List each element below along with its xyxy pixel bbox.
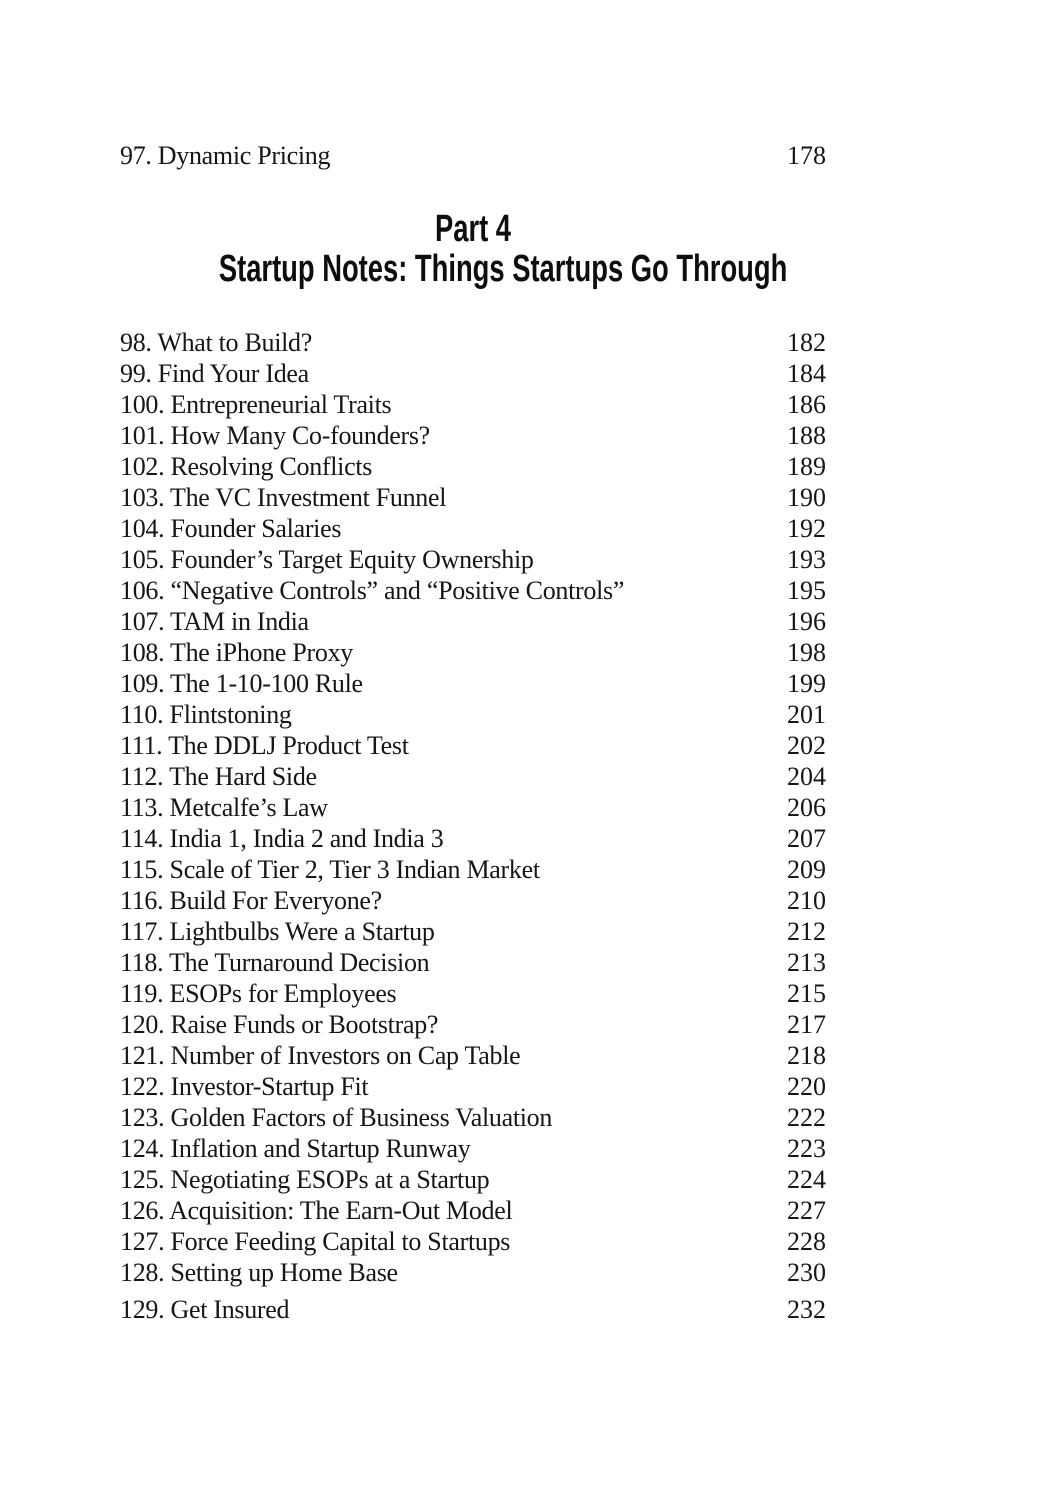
toc-entry — [120, 854, 826, 885]
toc-entry-title: 123. Golden Factors of Business Valuation — [120, 1103, 553, 1132]
toc-entry — [120, 1257, 826, 1288]
toc-list — [120, 327, 826, 1325]
part-title: Startup Notes: Things Startups Go Through — [218, 248, 788, 290]
toc-entry — [120, 451, 826, 482]
toc-entry-title: 110. Flintstoning — [120, 700, 292, 729]
toc-entry-title: 115. Scale of Tier 2, Tier 3 Indian Market — [120, 855, 540, 884]
toc-entry-page: 210 — [787, 886, 826, 915]
toc-entry-title: 99. Find Your Idea — [120, 359, 309, 388]
toc-entry — [120, 1226, 826, 1257]
toc-entry-title: 101. How Many Co-founders? — [120, 421, 430, 450]
toc-entry-title: 111. The DDLJ Product Test — [120, 731, 409, 760]
toc-entry-page: 206 — [787, 793, 826, 822]
toc-entry-page: 230 — [787, 1258, 826, 1287]
toc-entry-title: 125. Negotiating ESOPs at a Startup — [120, 1165, 490, 1194]
toc-entry-title: 126. Acquisition: The Earn-Out Model — [120, 1196, 513, 1225]
toc-entry-page: 188 — [787, 421, 826, 450]
toc-entry — [120, 668, 826, 699]
toc-entry — [120, 1195, 826, 1226]
toc-entry-page: 190 — [787, 483, 826, 512]
toc-entry-page: 195 — [787, 576, 826, 605]
toc-entry — [120, 420, 826, 451]
toc-entry-title: 122. Investor-Startup Fit — [120, 1072, 369, 1101]
toc-entry — [120, 823, 826, 854]
toc-entry-title: 104. Founder Salaries — [120, 514, 342, 543]
toc-entry-title: 109. The 1-10-100 Rule — [120, 669, 363, 698]
toc-content — [120, 0, 826, 1325]
toc-entry-page: 189 — [787, 452, 826, 481]
toc-entry-page: 182 — [787, 328, 826, 357]
toc-entry-title: 114. India 1, India 2 and India 3 — [120, 824, 444, 853]
toc-entry — [120, 916, 826, 947]
toc-entry-page: 212 — [787, 917, 826, 946]
toc-entry — [120, 978, 826, 1009]
toc-entry-title: 113. Metcalfe’s Law — [120, 793, 328, 822]
toc-entry-title: 107. TAM in India — [120, 607, 309, 636]
toc-entry-page: 204 — [787, 762, 826, 791]
toc-entry-page: 223 — [787, 1134, 826, 1163]
toc-entry-page: 217 — [787, 1010, 826, 1039]
toc-entry-page: 199 — [787, 669, 826, 698]
toc-entry-page: 202 — [787, 731, 826, 760]
toc-entry — [120, 482, 826, 513]
toc-entry — [120, 761, 826, 792]
toc-entry — [120, 1164, 826, 1195]
toc-entry-title: 120. Raise Funds or Bootstrap? — [120, 1010, 439, 1039]
toc-entry-title: 100. Entrepreneurial Traits — [120, 390, 392, 419]
toc-entry-title: 103. The VC Investment Funnel — [120, 483, 447, 512]
toc-entry-title: 102. Resolving Conflicts — [120, 452, 373, 481]
toc-entry-page: 184 — [787, 359, 826, 388]
toc-entry-title: 112. The Hard Side — [120, 762, 317, 791]
toc-entry-page: 222 — [787, 1103, 826, 1132]
toc-entry-page: 186 — [787, 390, 826, 419]
toc-entry-page: 196 — [787, 607, 826, 636]
toc-entry-title: 105. Founder’s Target Equity Ownership — [120, 545, 534, 574]
toc-entry-page: 193 — [787, 545, 826, 574]
toc-entry — [120, 1071, 826, 1102]
toc-entry-title: 116. Build For Everyone? — [120, 886, 382, 915]
toc-entry — [120, 327, 826, 358]
toc-entry-page: 228 — [787, 1227, 826, 1256]
toc-entry-page: 224 — [787, 1165, 826, 1194]
part-kicker: Part 4 — [434, 208, 512, 250]
toc-entry-title: 98. What to Build? — [120, 328, 312, 357]
toc-entry-title: 117. Lightbulbs Were a Startup — [120, 917, 435, 946]
toc-entry-title: 129. Get Insured — [120, 1295, 290, 1324]
toc-entry — [120, 637, 826, 668]
toc-entry-title: 128. Setting up Home Base — [120, 1258, 398, 1287]
toc-entry-page: 209 — [787, 855, 826, 884]
toc-entry — [120, 389, 826, 420]
toc-entry — [120, 544, 826, 575]
toc-entry-page: 201 — [787, 700, 826, 729]
toc-entry-title: 118. The Turnaround Decision — [120, 948, 430, 977]
toc-entry — [120, 792, 826, 823]
toc-entry — [120, 1294, 826, 1325]
toc-entry — [120, 947, 826, 978]
part-heading — [120, 209, 826, 289]
toc-entry — [120, 606, 826, 637]
toc-entry-title: 119. ESOPs for Employees — [120, 979, 397, 1008]
toc-entry — [120, 1133, 826, 1164]
toc-entry-page: 207 — [787, 824, 826, 853]
toc-entry — [120, 1009, 826, 1040]
toc-entry-title: 121. Number of Investors on Cap Table — [120, 1041, 521, 1070]
toc-entry-title: 108. The iPhone Proxy — [120, 638, 353, 667]
toc-entry-title: 97. Dynamic Pricing — [120, 141, 331, 170]
toc-entry-title: 127. Force Feeding Capital to Startups — [120, 1227, 511, 1256]
toc-entry — [120, 513, 826, 544]
toc-entry-page: 218 — [787, 1041, 826, 1070]
toc-entry-page: 220 — [787, 1072, 826, 1101]
toc-entry-page: 215 — [787, 979, 826, 1008]
toc-entry — [120, 1102, 826, 1133]
toc-entry-page: 232 — [787, 1295, 826, 1324]
toc-entry — [120, 885, 826, 916]
toc-entry — [120, 1040, 826, 1071]
toc-entry — [120, 730, 826, 761]
toc-entry-page: 213 — [787, 948, 826, 977]
toc-entry — [120, 140, 826, 171]
toc-entry-page: 192 — [787, 514, 826, 543]
toc-entry-title: 124. Inflation and Startup Runway — [120, 1134, 471, 1163]
toc-entry — [120, 699, 826, 730]
toc-entry-page: 198 — [787, 638, 826, 667]
toc-entry — [120, 358, 826, 389]
toc-entry-page: 227 — [787, 1196, 826, 1225]
toc-entry — [120, 575, 826, 606]
toc-entry-title: 106. “Negative Controls” and “Positive Controls” — [120, 576, 625, 605]
toc-entry-page: 178 — [787, 141, 826, 170]
